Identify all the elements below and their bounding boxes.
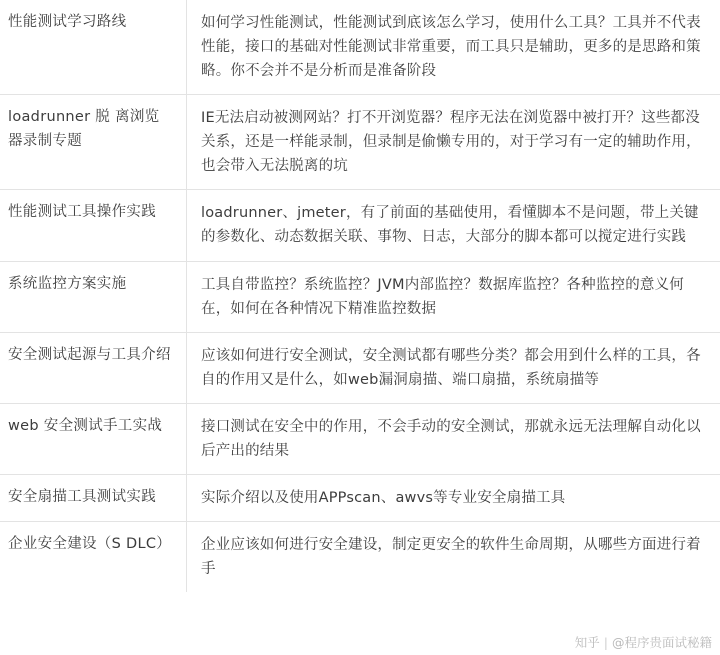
description-cell: 工具自带监控？系统监控？JVM内部监控？数据库监控？各种监控的意义何在，如何在各种情况下精准监控数据	[201, 276, 685, 317]
description-cell: 应该如何进行安全测试，安全测试都有哪些分类？都会用到什么样的工具，各自的作用又是什么，如web漏洞扇描、端口扇描，系统扇描等	[201, 347, 701, 388]
table-row	[0, 190, 720, 261]
watermark-site: 知乎	[574, 635, 600, 650]
description-cell: 实际介绍以及使用APPscan、awvs等专业安全扇描工具	[201, 489, 566, 506]
description-cell: loadrunner、jmeter，有了前面的基础使用，看懂脚本不是问题，带上关键的参数化、动态数据关联、事物、日志，大部分的脚本都可以搅定进行实践	[201, 205, 699, 246]
topic-cell: 安全测试起源与工具介绍	[0, 332, 187, 403]
topic-cell: web 安全测试手工实战	[0, 403, 187, 474]
table-row	[0, 403, 720, 474]
table-row	[0, 0, 720, 95]
watermark-handle: @程序贵面试秘籍	[611, 635, 712, 650]
topic-cell: 系统监控方案实施	[0, 261, 187, 332]
topic-cell: 性能测试学习路线	[0, 0, 187, 95]
topic-cell: 性能测试工具操作实践	[0, 190, 187, 261]
topic-cell: 企业安全建设（S DLC）	[0, 521, 187, 592]
watermark	[575, 633, 712, 651]
table-row	[0, 95, 720, 190]
table-row	[0, 474, 720, 521]
description-cell: 如何学习性能测试，性能测试到底该怎么学习，使用什么工具？工具并不代表性能，接口的基础对性能测试非常重要，而工具只是辅助，更多的是思路和策略。你不会并不是分析而是准备阶段	[201, 15, 701, 80]
watermark-separator: |	[603, 634, 608, 650]
topic-cell: 安全扇描工具测试实践	[0, 474, 187, 521]
table-row	[0, 261, 720, 332]
description-cell: 企业应该如何进行安全建设，制定更安全的软件生命周期，从哪些方面进行着手	[201, 536, 701, 577]
table-row	[0, 521, 720, 592]
table-row	[0, 332, 720, 403]
topic-cell: loadrunner 脱 离浏览器录制专题	[0, 95, 187, 190]
description-cell: IE无法启动被测网站？打不开浏览器？程序无法在浏览器中被打开？这些都没关系，还是一样能录制，但录制是偷懒专用的，对于学习有一定的辅助作用，也会带入无法脱离的坑	[201, 110, 701, 175]
description-cell: 接口测试在安全中的作用，不会手动的安全测试，那就永远无法理解自动化以后产出的结果	[201, 418, 701, 459]
